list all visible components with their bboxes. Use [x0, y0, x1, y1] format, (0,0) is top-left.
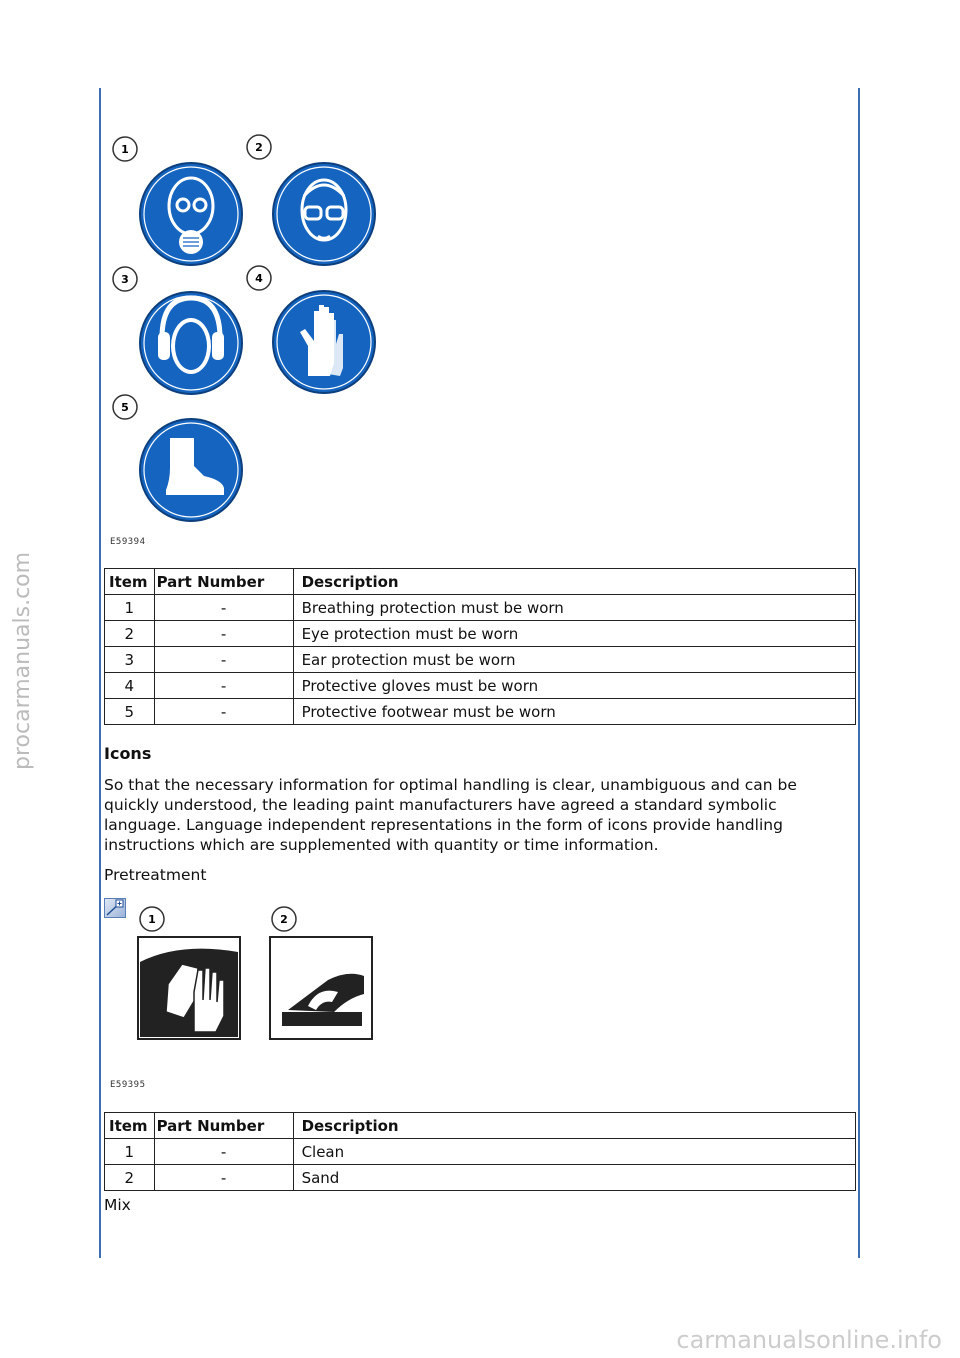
cell-description: Ear protection must be worn	[293, 647, 855, 673]
eye-goggles-icon	[273, 163, 375, 265]
table-row	[105, 673, 856, 699]
watermark-carmanualsonline: carmanualsonline.info	[676, 1326, 942, 1354]
table-row	[105, 621, 856, 647]
header-item: Item	[105, 569, 155, 595]
ppe-parts-table	[104, 568, 856, 725]
table-row	[105, 1165, 856, 1191]
cell-item: 4	[105, 673, 155, 699]
breathing-mask-icon	[140, 163, 242, 265]
figure-code: E59394	[110, 537, 146, 547]
table-row	[105, 595, 856, 621]
header-item: Item	[105, 1113, 155, 1139]
cell-part-number: -	[154, 621, 293, 647]
cell-part-number: -	[154, 647, 293, 673]
right-margin-rule	[858, 88, 860, 1258]
callout-2	[247, 135, 271, 159]
cell-item: 5	[105, 699, 155, 725]
callout-1	[113, 137, 137, 161]
cell-part-number: -	[154, 1139, 293, 1165]
cell-part-number: -	[154, 595, 293, 621]
header-part-number: Part Number	[154, 1113, 293, 1139]
mix-label: Mix	[104, 1196, 131, 1214]
gloves-icon	[273, 291, 375, 393]
cell-description: Eye protection must be worn	[293, 621, 855, 647]
callout-5	[113, 395, 137, 419]
icons-paragraph: So that the necessary information for optimal handling is clear, unambiguous and can be quickly understood, the leading paint manufacturers have agreed a standard symbolic language. Language independent representations in the form of icons provide handling instructions which are supplemented with quantity or time information.	[104, 776, 797, 854]
svg-text:2: 2	[280, 913, 288, 926]
zoom-image-icon[interactable]	[104, 898, 126, 918]
left-margin-rule	[99, 88, 101, 1258]
cell-description: Protective footwear must be worn	[293, 699, 855, 725]
cell-part-number: -	[154, 1165, 293, 1191]
cell-description: Sand	[293, 1165, 855, 1191]
pretreatment-label: Pretreatment	[104, 866, 207, 884]
cell-item: 1	[105, 1139, 155, 1165]
sand-block-icon	[270, 937, 372, 1039]
cell-description: Clean	[293, 1139, 855, 1165]
table-header-row	[105, 569, 856, 595]
callout-1	[140, 907, 164, 931]
header-part-number: Part Number	[154, 569, 293, 595]
figure-code: E59395	[110, 1080, 146, 1090]
icons-heading: Icons	[104, 744, 152, 763]
pretreatment-icons-figure	[128, 902, 388, 1052]
svg-text:4: 4	[255, 272, 263, 285]
header-description: Description	[293, 1113, 855, 1139]
table-row	[105, 699, 856, 725]
cell-item: 1	[105, 595, 155, 621]
svg-text:5: 5	[121, 401, 129, 414]
boot-icon	[140, 419, 242, 521]
cell-part-number: -	[154, 673, 293, 699]
header-description: Description	[293, 569, 855, 595]
table-row	[105, 1139, 856, 1165]
cell-part-number: -	[154, 699, 293, 725]
cell-item: 2	[105, 621, 155, 647]
table-header-row	[105, 1113, 856, 1139]
cell-item: 3	[105, 647, 155, 673]
cell-item: 2	[105, 1165, 155, 1191]
ear-defenders-icon	[140, 292, 242, 394]
svg-text:1: 1	[121, 143, 129, 156]
callout-2	[272, 907, 296, 931]
callout-4	[247, 266, 271, 290]
watermark-procarmanuals: procarmanuals.com	[10, 551, 35, 770]
svg-text:2: 2	[255, 141, 263, 154]
cell-description: Breathing protection must be worn	[293, 595, 855, 621]
callout-3	[113, 267, 137, 291]
ppe-icons-figure	[104, 128, 404, 528]
clean-hand-icon	[138, 937, 240, 1039]
pretreatment-parts-table	[104, 1112, 856, 1191]
svg-text:3: 3	[121, 273, 129, 286]
cell-description: Protective gloves must be worn	[293, 673, 855, 699]
svg-text:1: 1	[148, 913, 156, 926]
table-row	[105, 647, 856, 673]
